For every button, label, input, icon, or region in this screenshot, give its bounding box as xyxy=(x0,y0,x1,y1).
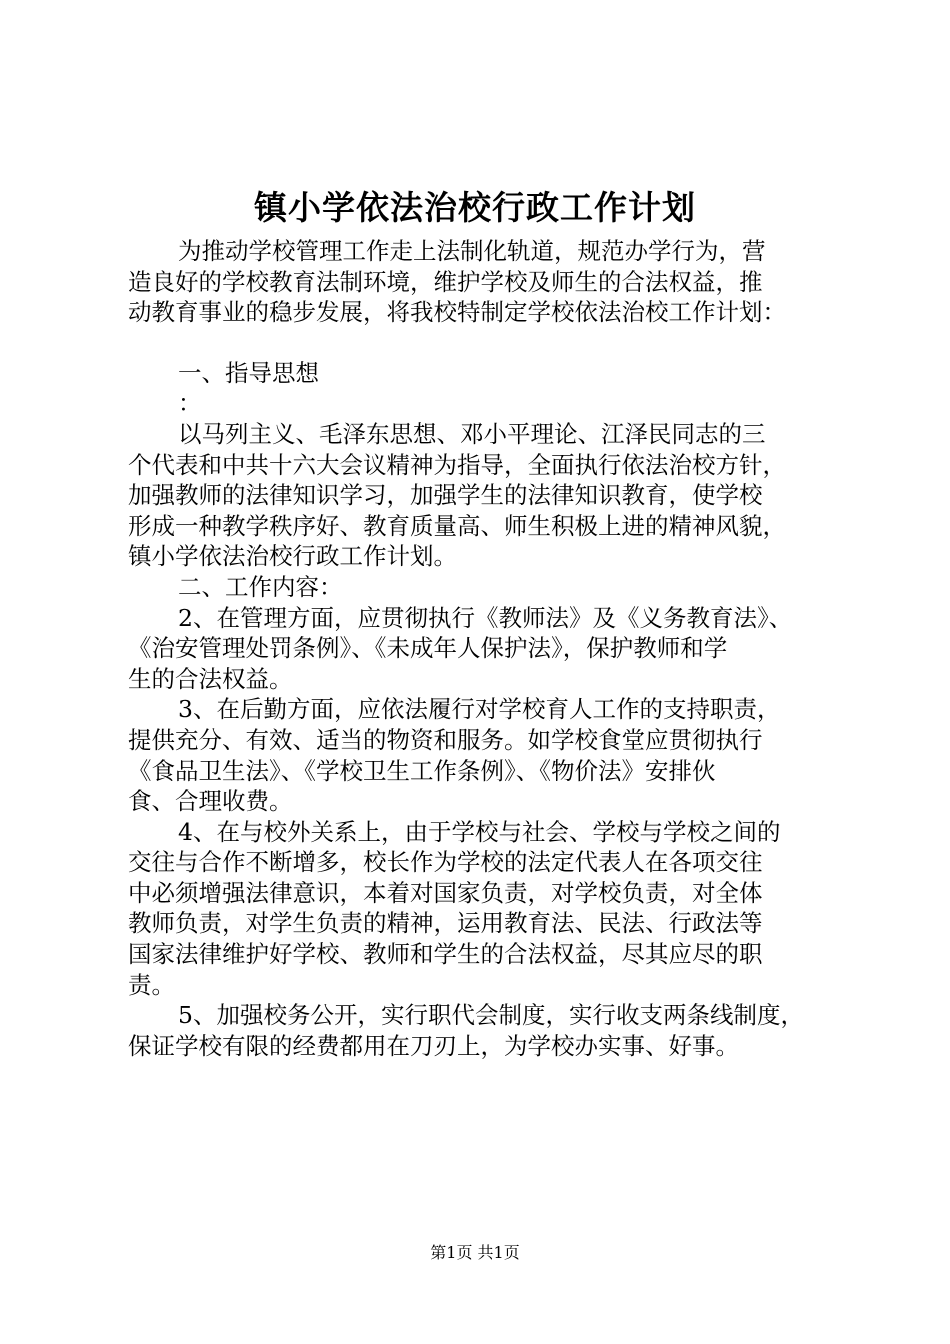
page-footer: 第1页 共1页 xyxy=(430,1243,520,1262)
item-2-line-1: 2、在管理方面，应贯彻执行《教师法》及《义务教育法》、 xyxy=(178,603,793,632)
item-3-line-1: 3、在后勤方面，应依法履行对学校育人工作的支持职责， xyxy=(178,695,781,724)
ideology-line-5: 镇小学依法治校行政工作计划。 xyxy=(128,542,457,571)
item-4-line-1: 4、在与校外关系上，由于学校与社会、学校与学校之间的 xyxy=(178,817,781,846)
ideology-line-4: 形成一种教学秩序好、教育质量高、师生积极上进的精神风貌， xyxy=(128,511,786,540)
item-4-line-3: 中必须增强法律意识，本着对国家负责，对学校负责，对全体 xyxy=(128,878,763,907)
item-4-line-5: 国家法律维护好学校、教师和学生的合法权益，尽其应尽的职 xyxy=(128,940,763,969)
section-heading-work-content: 二、工作内容： xyxy=(178,572,343,601)
item-3-line-2: 提供充分、有效、适当的物资和服务。如学校食堂应贯彻执行 xyxy=(128,725,763,754)
page-title: 镇小学依法治校行政工作计划 xyxy=(254,188,696,227)
item-3-line-4: 食、合理收费。 xyxy=(128,787,293,816)
ideology-line-2: 个代表和中共十六大会议精神为指导，全面执行依法治校方针， xyxy=(128,450,786,479)
item-5-line-1: 5、加强校务公开，实行职代会制度，实行收支两条线制度， xyxy=(178,1001,804,1030)
section-colon: ： xyxy=(178,389,202,418)
item-4-line-6: 责。 xyxy=(128,970,175,999)
item-4-line-4: 教师负责，对学生负责的精神，运用教育法、民法、行政法等 xyxy=(128,909,763,938)
document-body xyxy=(128,236,854,1061)
item-3-line-3: 《食品卫生法》、《学校卫生工作条例》、《物价法》安排伙 xyxy=(128,756,716,785)
item-2-line-3: 生的合法权益。 xyxy=(128,664,293,693)
item-4-line-2: 交往与合作不断增多，校长作为学校的法定代表人在各项交往 xyxy=(128,848,763,877)
intro-line-3: 动教育事业的稳步发展，将我校特制定学校依法治校工作计划： xyxy=(128,298,786,327)
intro-line-2: 造良好的学校教育法制环境，维护学校及师生的合法权益，推 xyxy=(128,267,763,296)
item-5-line-2: 保证学校有限的经费都用在刀刃上，为学校办实事、好事。 xyxy=(128,1031,739,1060)
item-2-line-2: 《治安管理处罚条例》、《未成年人保护法》，保护教师和学 xyxy=(128,634,728,663)
ideology-line-1: 以马列主义、毛泽东思想、邓小平理论、江泽民同志的三 xyxy=(178,419,766,448)
section-heading-guiding-ideology: 一、指导思想 xyxy=(178,358,319,387)
intro-line-1: 为推动学校管理工作走上法制化轨道，规范办学行为，营 xyxy=(178,237,766,265)
ideology-line-3: 加强教师的法律知识学习，加强学生的法律知识教育，使学校 xyxy=(128,481,763,510)
